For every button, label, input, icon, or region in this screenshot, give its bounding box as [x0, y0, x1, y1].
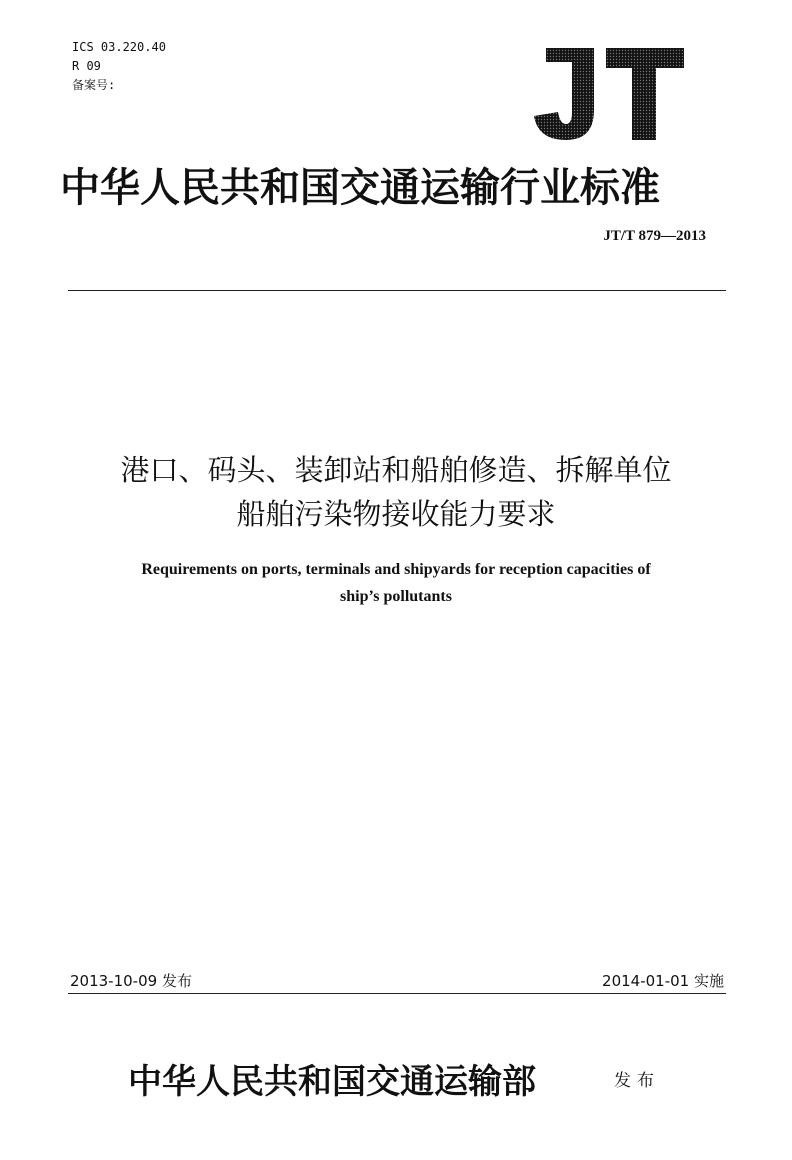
english-title-line-1: Requirements on ports, terminals and shipyards for reception capacities of: [141, 561, 651, 578]
implementation-date: 2014-01-01 实施: [602, 972, 724, 990]
category-code: R 09: [72, 59, 101, 73]
ics-code: ICS 03.220.40: [72, 40, 166, 54]
footer-divider: [68, 993, 726, 994]
organization-title: 中华人民共和国交通运输行业标准: [60, 164, 660, 211]
english-title-line-2: ship’s pollutants: [340, 588, 452, 605]
header-meta: [72, 38, 166, 95]
issue-action: 发布: [614, 1071, 660, 1091]
issuing-authority: 中华人民共和国交通运输部: [128, 1062, 536, 1102]
chinese-title-line-2: 船舶污染物接收能力要求: [236, 497, 556, 531]
jt-logo: [528, 46, 686, 142]
record-number-label: 备案号:: [72, 78, 116, 92]
header-divider: [68, 290, 726, 291]
chinese-title-line-1: 港口、码头、装卸站和船舶修造、拆解单位: [120, 453, 672, 487]
standard-number: JT/T 879—2013: [603, 228, 706, 244]
issue-date: 2013-10-09 发布: [70, 972, 192, 990]
